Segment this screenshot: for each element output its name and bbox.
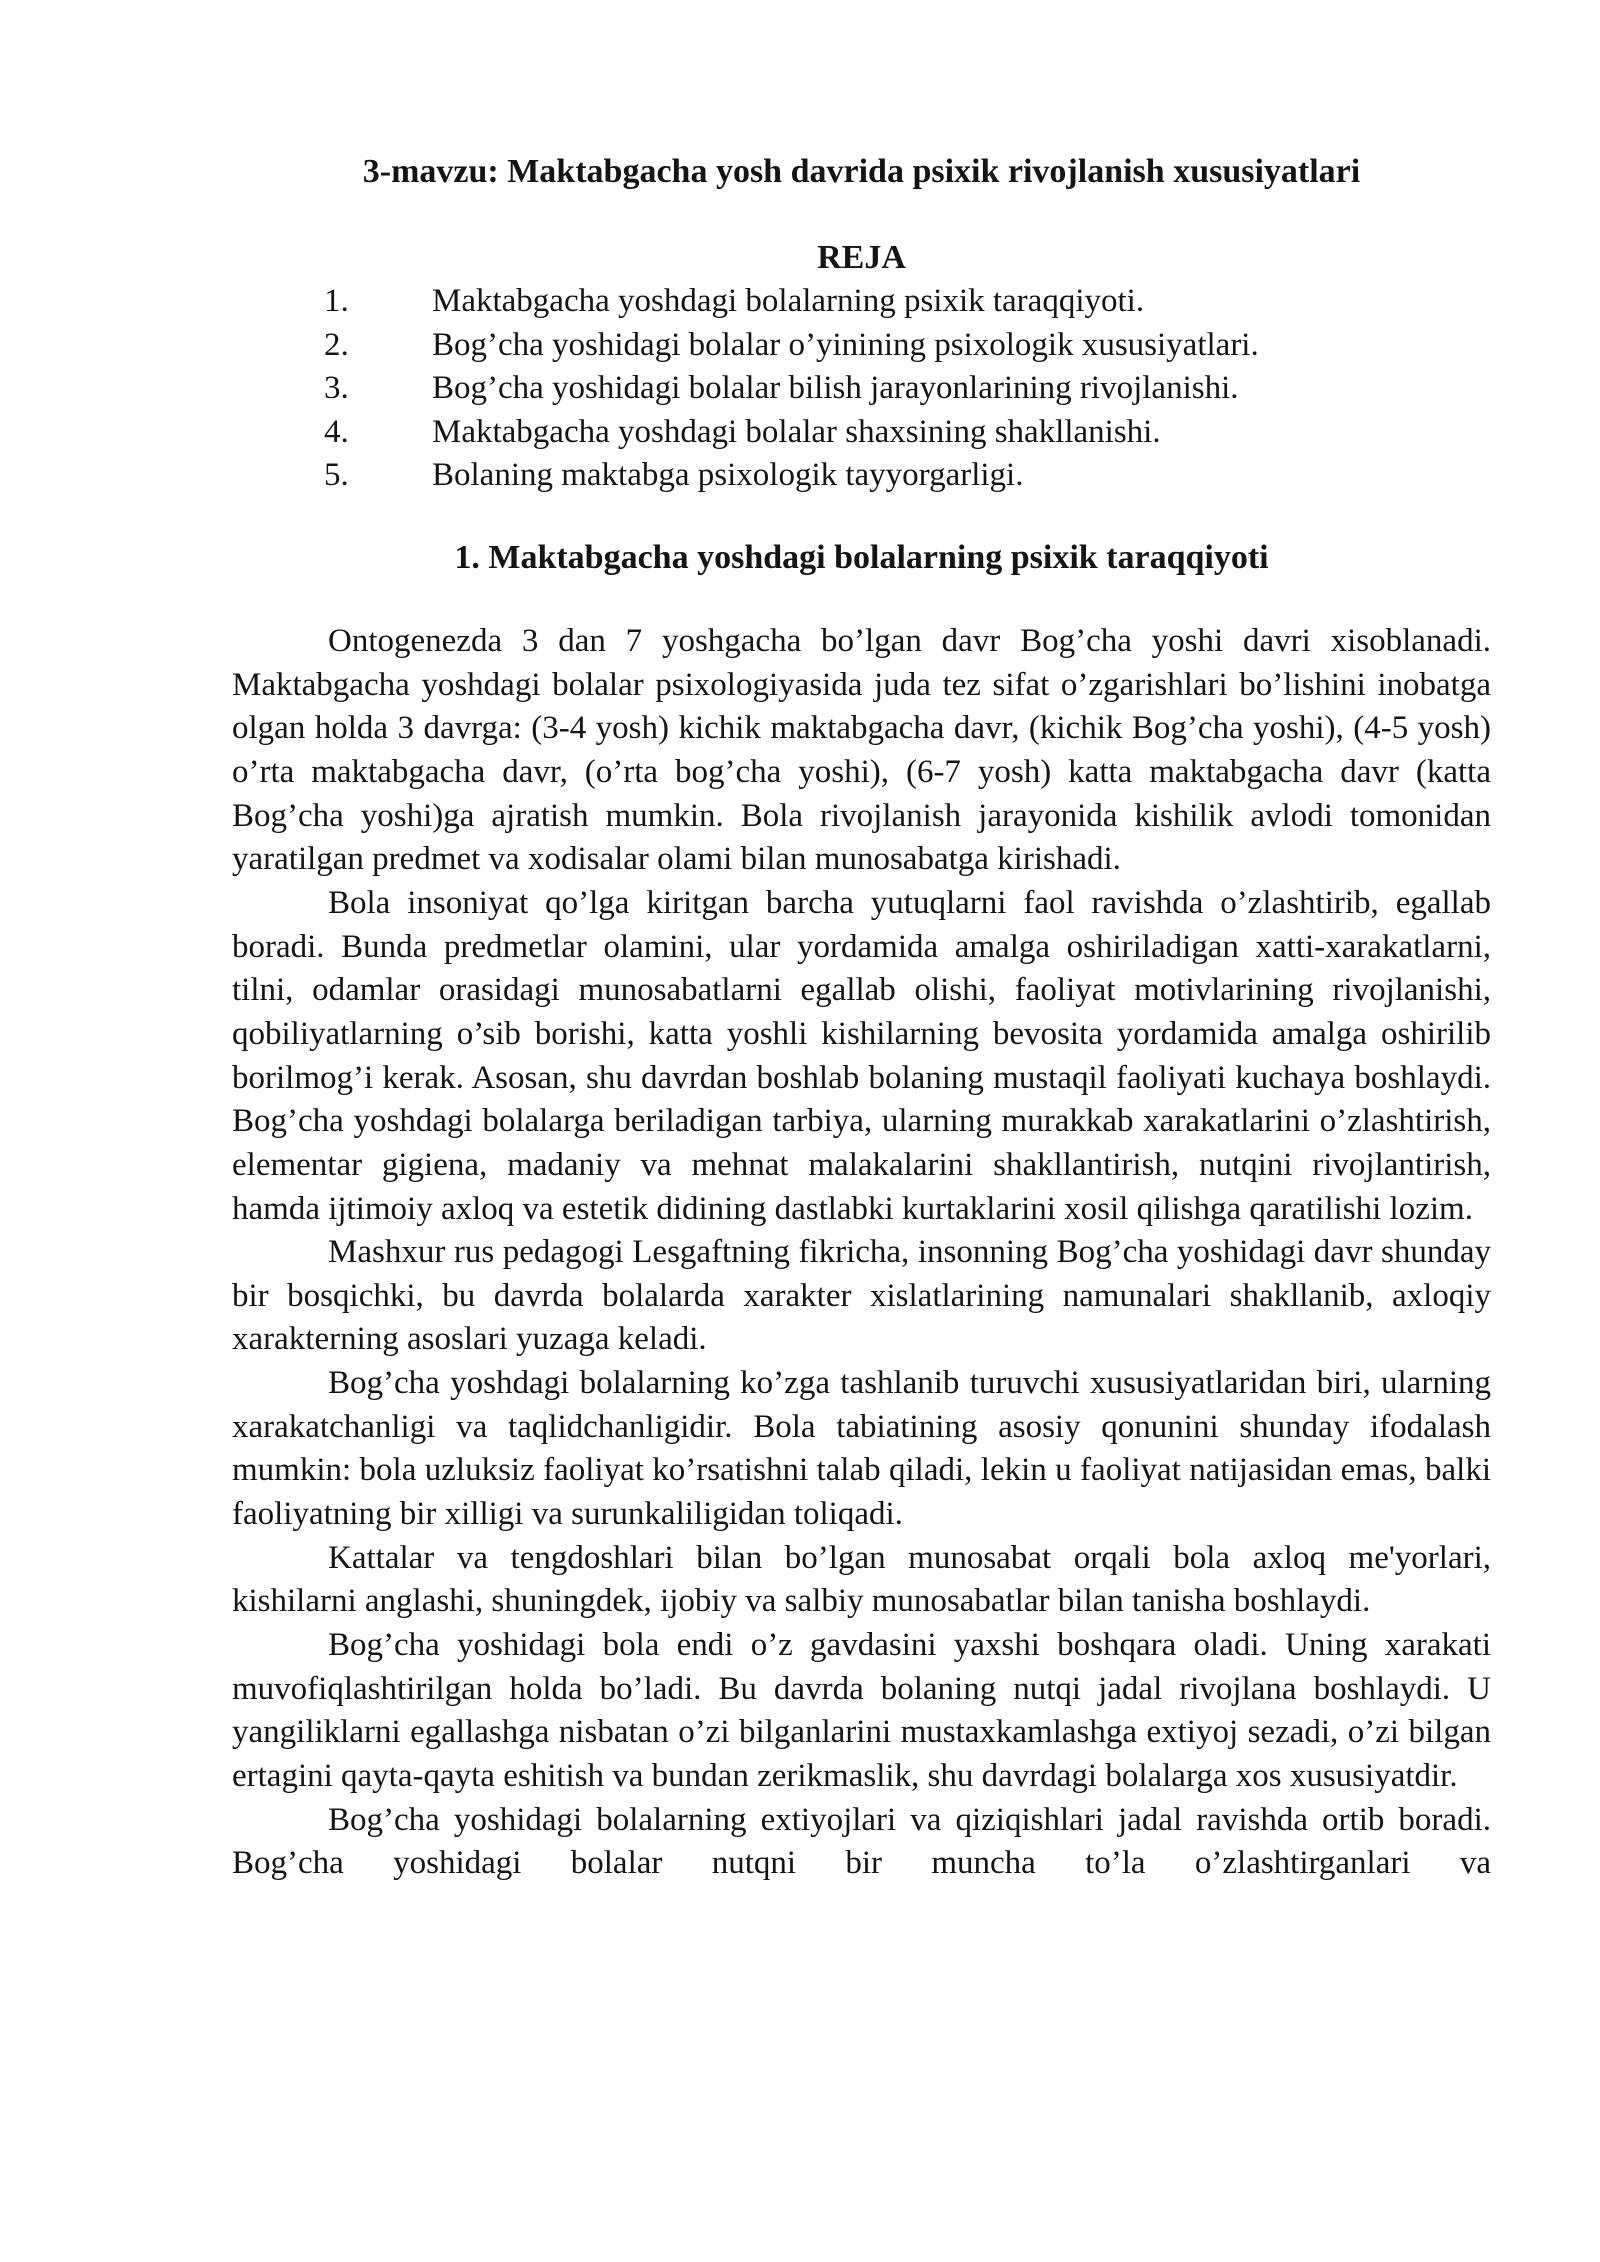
paragraph: Kattalar va tengdoshlari bilan bo’lgan munosabat orqali bola axloq me'yorlari, kishilarni anglashi, shuningdek, ijobiy va salbiy munosabatlar bilan tanisha boshlaydi. xyxy=(232,1539,1491,1620)
paragraph: Bog’cha yoshidagi bola endi o’z gavdasini yaxshi boshqara oladi. Uning xarakati muvofiqlashtirilgan holda bo’ladi. Bu davrda bolaning nutqi jadal rivojlana boshlaydi. U yangiliklarni egallashga nisbatan o’zi bilganlarini mustaxkamlashga extiyoj sezadi, o’zi bilgan ertagini qayta-qayta eshitish va bundan zerikmaslik, shu davrdagi bolalarga xos xususiyatdir. xyxy=(232,1627,1491,1795)
plan-item-number: 5. xyxy=(324,457,349,494)
document-title: 3-mavzu: Maktabgacha yosh davrida psixik rivojlanish xususiyatlari xyxy=(362,153,1361,190)
plan-heading: REJA xyxy=(817,239,906,276)
plan-item xyxy=(232,280,1491,324)
plan-item xyxy=(232,411,1491,455)
plan-item-number: 4. xyxy=(324,413,349,450)
plan-item-text: Bog’cha yoshidagi bolalar bilish jarayonlarining rivojlanishi. xyxy=(432,370,1239,407)
plan-list xyxy=(232,280,1491,498)
paragraph: Ontogenezda 3 dan 7 yoshgacha bo’lgan davr Bog’cha yoshi davri xisoblanadi. Maktabgacha yoshdagi bolalar psixologiyasida juda tez sifat o’zgarishlari bo’lishini inobatga olgan holda 3 davrga: (3-4 yosh) kichik maktabgacha davr, (kichik Bog’cha yoshi), (4-5 yosh) o’rta maktabgacha davr, (o’rta bog’cha yoshi), (6-7 yosh) katta maktabgacha davr (katta Bog’cha yoshi)ga ajratish mumkin. Bola rivojlanish jarayonida kishilik avlodi tomonidan yaratilgan predmet va xodisalar olami bilan munosabatga kirishadi. xyxy=(232,622,1491,878)
plan-item-text: Bolaning maktabga psixologik tayyorgarligi. xyxy=(432,457,1024,494)
paragraph: Bola insoniyat qo’lga kiritgan barcha yutuqlarni faol ravishda o’zlashtirib, egallab boradi. Bunda predmetlar olamini, ular yordamida amalga oshiriladigan xatti-xarakatlarni, tilni, odamlar orasidagi munosabatlarni egallab olishi, faoliyat motivlarining rivojlanishi, qobiliyatlarning o’sib borishi, katta yoshli kishilarning bevosita yordamida amalga oshirilib borilmog’i kerak. Asosan, shu davrdan boshlab bolaning mustaqil faoliyati kuchaya boshlaydi. Bog’cha yoshdagi bolalarga beriladigan tarbiya, ularning murakkab xarakatlarini o’zlashtirish, elementar gigiena, madaniy va mehnat malakalarini shakllantirish, nutqini rivojlantirish, hamda ijtimoiy axloq va estetik didining dastlabki kurtaklarini xosil qilishga qaratilishi lozim. xyxy=(232,884,1491,1227)
document-page xyxy=(232,150,1491,1886)
plan-item xyxy=(232,324,1491,368)
paragraph: Bog’cha yoshidagi bolalarning extiyojlari va qiziqishlari jadal ravishda ortib boradi. Bog’cha yoshidagi bolalar nutqni bir muncha to’la o’zlashtirganlari va xyxy=(232,1801,1491,1882)
plan-item-number: 3. xyxy=(324,370,349,407)
plan-item xyxy=(232,367,1491,411)
plan-item-number: 2. xyxy=(324,326,349,363)
plan-item-text: Bog’cha yoshidagi bolalar o’yinining psixologik xususiyatlari. xyxy=(432,326,1259,363)
plan-item-number: 1. xyxy=(324,283,349,319)
paragraph: Mashxur rus pedagogi Lesgaftning fikricha, insonning Bog’cha yoshidagi davr shunday bir bosqichki, bu davrda bolalarda xarakter xislatlarining namunalari shakllanib, axloqiy xarakterning asoslari yuzaga keladi. xyxy=(232,1234,1491,1358)
plan-item xyxy=(232,454,1491,498)
body-text xyxy=(232,620,1491,1886)
paragraph: Bog’cha yoshdagi bolalarning ko’zga tashlanib turuvchi xususiyatlaridan biri, ularning xarakatchanligi va taqlidchanligidir. Bola tabiatining asosiy qonunini shunday ifodalash mumkin: bola uzluksiz faoliyat ko’rsatishni talab qiladi, lekin u faoliyat natijasidan emas, balki faoliyatning bir xilligi va surunkaliligidan toliqadi. xyxy=(232,1365,1491,1533)
plan-item-text: Maktabgacha yoshdagi bolalar shaxsining shakllanishi. xyxy=(432,413,1161,450)
plan-item-text: Maktabgacha yoshdagi bolalarning psixik taraqqiyoti. xyxy=(432,283,1145,319)
section-heading: 1. Maktabgacha yoshdagi bolalarning psixik taraqqiyoti xyxy=(454,538,1269,576)
